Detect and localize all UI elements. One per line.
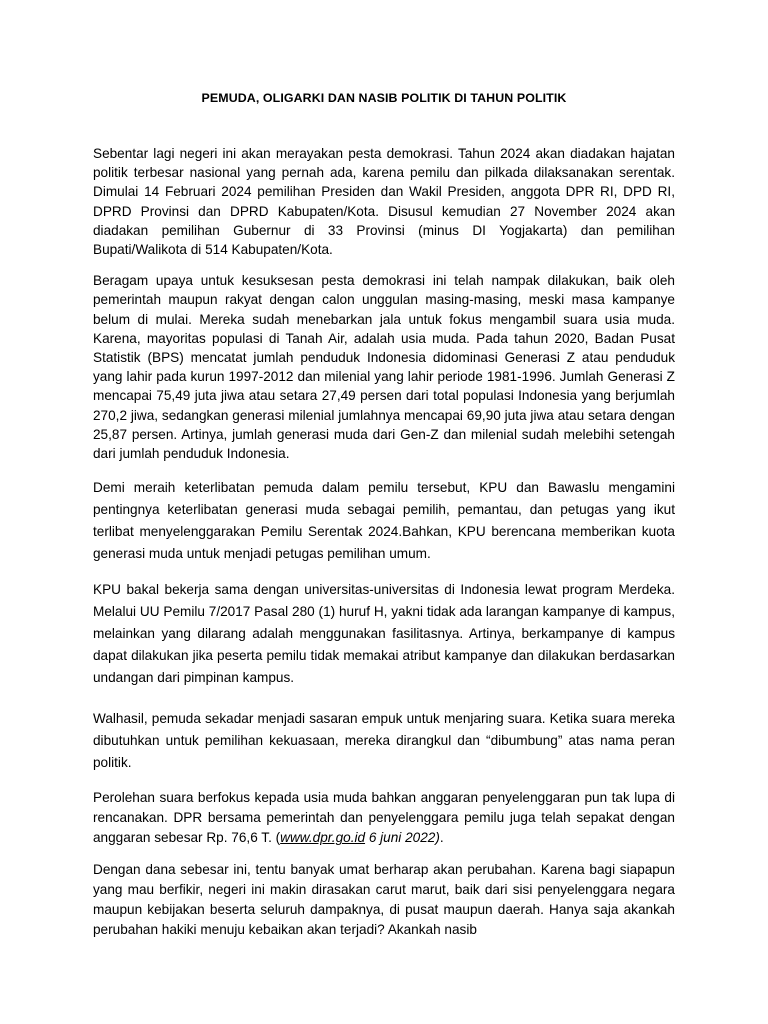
citation-date: 6 juni 2022) [365, 830, 440, 846]
paragraph-5: Walhasil, pemuda sekadar menjadi sasaran empuk untuk menjaring suara. Ketika suara mereka dibutuhkan untuk pemilihan kekuasaan, mereka dirangkul dan “dibumbung” atas nama peran politik. [93, 711, 675, 771]
paragraph-3: Demi meraih keterlibatan pemuda dalam pemilu tersebut, KPU dan Bawaslu mengamini pentingnya keterlibatan generasi muda sebagai pemilih, pemantau, dan petugas yang ikut terlibat menyelenggarakan Pemilu Serentak 2024.Bahkan, KPU berencana memberikan kuota generasi muda untuk menjadi petugas pemilihan umum. [93, 480, 675, 562]
paragraph-4: KPU bakal bekerja sama dengan universitas-universitas di Indonesia lewat program Merdeka. Melalui UU Pemilu 7/2017 Pasal 280 (1) huruf H, yakni tidak ada larangan kampanye di kampus, melainkan yang dilarang adalah menggunakan fasilitasnya. Artinya, berkampanye di kampus dapat dilakukan jika peserta pemilu tidak memakai atribut kampanye dan dilakukan berdasarkan undangan dari pimpinan kampus. [93, 582, 675, 686]
budget-text: Perolehan suara berfokus kepada usia muda bahkan anggaran penyelenggaran pun tak lupa di rencanakan. DPR bersama pemerintah dan penyelenggara pemilu juga telah sepakat dengan anggaran sebesar Rp. 76,6 T. ( [93, 790, 675, 846]
document-page [93, 0, 675, 940]
paragraph-2: Beragam upaya untuk kesuksesan pesta demokrasi ini telah nampak dilakukan, baik oleh pemerintah maupun rakyat dengan calon unggulan masing-masing, meski masa kampanye belum di mulai. Mereka sudah menebarkan jala untuk fokus mengambil suara usia muda. Karena, mayoritas populasi di Tanah Air, adalah usia muda. Pada tahun 2020, Badan Pusat Statistik (BPS) mencatat jumlah penduduk Indonesia didominasi Generasi Z atau penduduk yang lahir pada kurun 1997-2012 dan milenial yang lahir periode 1981-1996. Jumlah Generasi Z mencapai 75,49 juta jiwa atau setara 27,49 persen dari total populasi Indonesia yang berjumlah 270,2 jiwa, sedangkan generasi milenial jumlahnya mencapai 69,90 juta jiwa atau setara dengan 25,87 persen. Artinya, jumlah generasi muda dari Gen-Z dan milenial sudah melebihi setengah dari jumlah penduduk Indonesia. [93, 273, 675, 462]
budget-end: . [439, 830, 444, 846]
paragraph-7: Dengan dana sebesar ini, tentu banyak umat berharap akan perubahan. Karena bagi siapapun yang mau berfikir, negeri ini makin dirasakan carut marut, baik dari sisi penyelenggara negara maupun kebijakan beserta seluruh dampaknya, di pusat maupun daerah. Hanya saja akankah perubahan hakiki menuju kebaikan akan terjadi? Akankah nasib [93, 862, 675, 938]
paragraph-budget [93, 788, 675, 848]
dpr-website-link[interactable]: www.dpr.go.id [280, 830, 366, 846]
paragraph-1: Sebentar lagi negeri ini akan merayakan pesta demokrasi. Tahun 2024 akan diadakan hajatan politik terbesar nasional yang pernah ada, karena pemilu dan pilkada dilaksanakan serentak. Dimulai 14 Februari 2024 pemilihan Presiden dan Wakil Presiden, anggota DPR RI, DPD RI, DPRD Provinsi dan DPRD Kabupaten/Kota. Disusul kemudian 27 November 2024 akan diadakan pemilihan Gubernur di 33 Provinsi (minus DI Yogjakarta) dan pemilihan Bupati/Walikota di 514 Kabupaten/Kota. [93, 146, 675, 258]
document-title: PEMUDA, OLIGARKI DAN NASIB POLITIK DI TAHUN POLITIK [201, 91, 567, 105]
